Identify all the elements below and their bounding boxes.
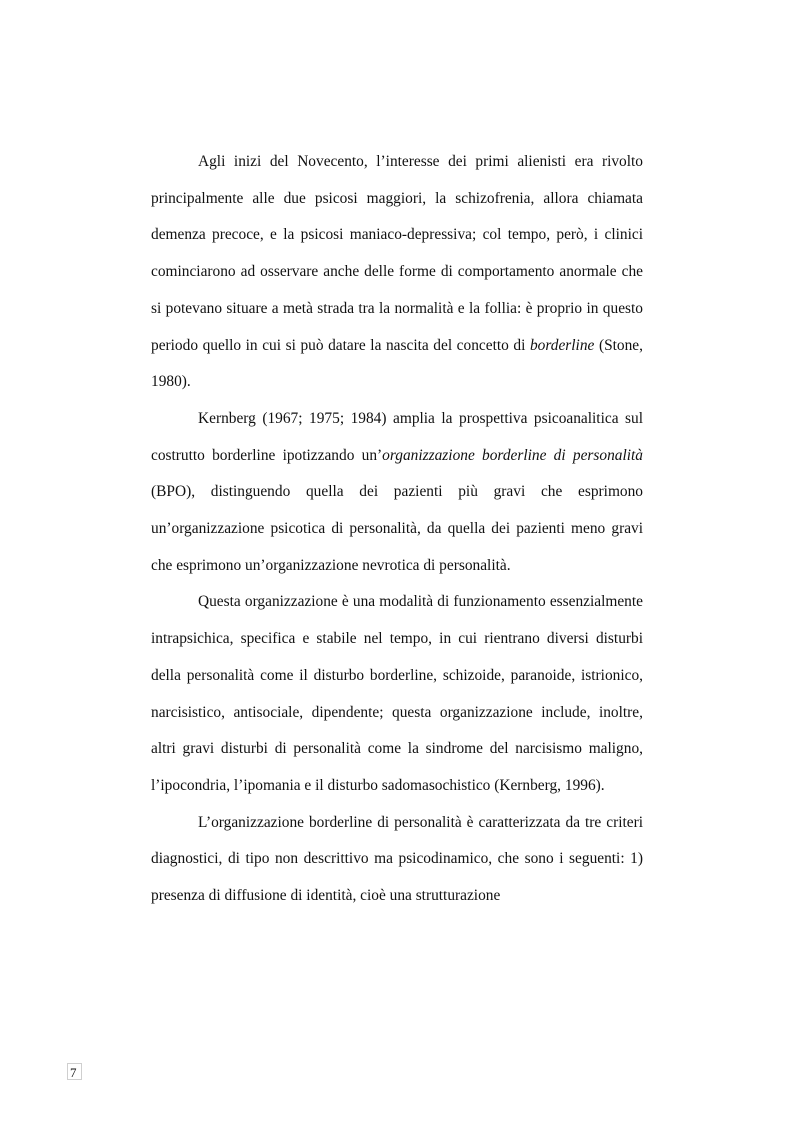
paragraph-4-text: L’organizzazione borderline di personalità è caratterizzata da tre criteri diagnostici, di tipo non descrittivo ma psicodinamico, che sono i seguenti: 1) presenza di diffusione di identità, cioè una strutturazione <box>151 813 643 905</box>
term-bpo: organizzazione borderline di personalità <box>382 446 644 464</box>
paragraph-4 <box>151 805 643 915</box>
paragraph-3-text: Questa organizzazione è una modalità di funzionamento essenzialmente intrapsichica, specifica e stabile nel tempo, in cui rientrano diversi disturbi della personalità come il disturbo borderline, schizoide, paranoide, istrionico, narcisistico, antisociale, dipendente; questa organizzazione include, inoltre, altri gravi disturbi di personalità come la sindrome del narcisismo maligno, l’ipocondria, l’ipomania e il disturbo sadomasochistico (Kernberg, 1996). <box>151 593 643 794</box>
paragraph-2-text-end: (BPO), distinguendo quella dei pazienti più gravi che esprimono un’organizzazione psicotica di personalità, da quella dei pazienti meno gravi che esprimono un’organizzazione nevrotica di personalità. <box>151 483 643 574</box>
paragraph-1 <box>151 144 643 401</box>
paragraph-2-text-start: Kernberg (1967; 1975; 1984) amplia la prospettiva psicoanalitica sul costrutto borderline ipotizzando un’ <box>151 409 643 464</box>
body-text <box>151 144 643 915</box>
paragraph-2 <box>151 401 643 585</box>
paragraph-1-text: Agli inizi del Novecento, l’interesse dei primi alienisti era rivolto principalmente alle due psicosi maggiori, la schizofrenia, allora chiamata demenza precoce, e la psicosi maniaco-depressiva; col tempo, però, i clinici cominciarono ad osservare anche delle forme di comportamento anormale che si potevano situare a metà strada tra la normalità e la follia: è proprio in questo periodo quello in cui si può datare la nascita del concetto di <box>151 153 643 354</box>
page-number: 7 <box>67 1063 82 1080</box>
paragraph-3 <box>151 584 643 804</box>
citation-stone: (Stone, 1980). <box>151 336 643 391</box>
term-borderline: borderline <box>529 336 595 354</box>
